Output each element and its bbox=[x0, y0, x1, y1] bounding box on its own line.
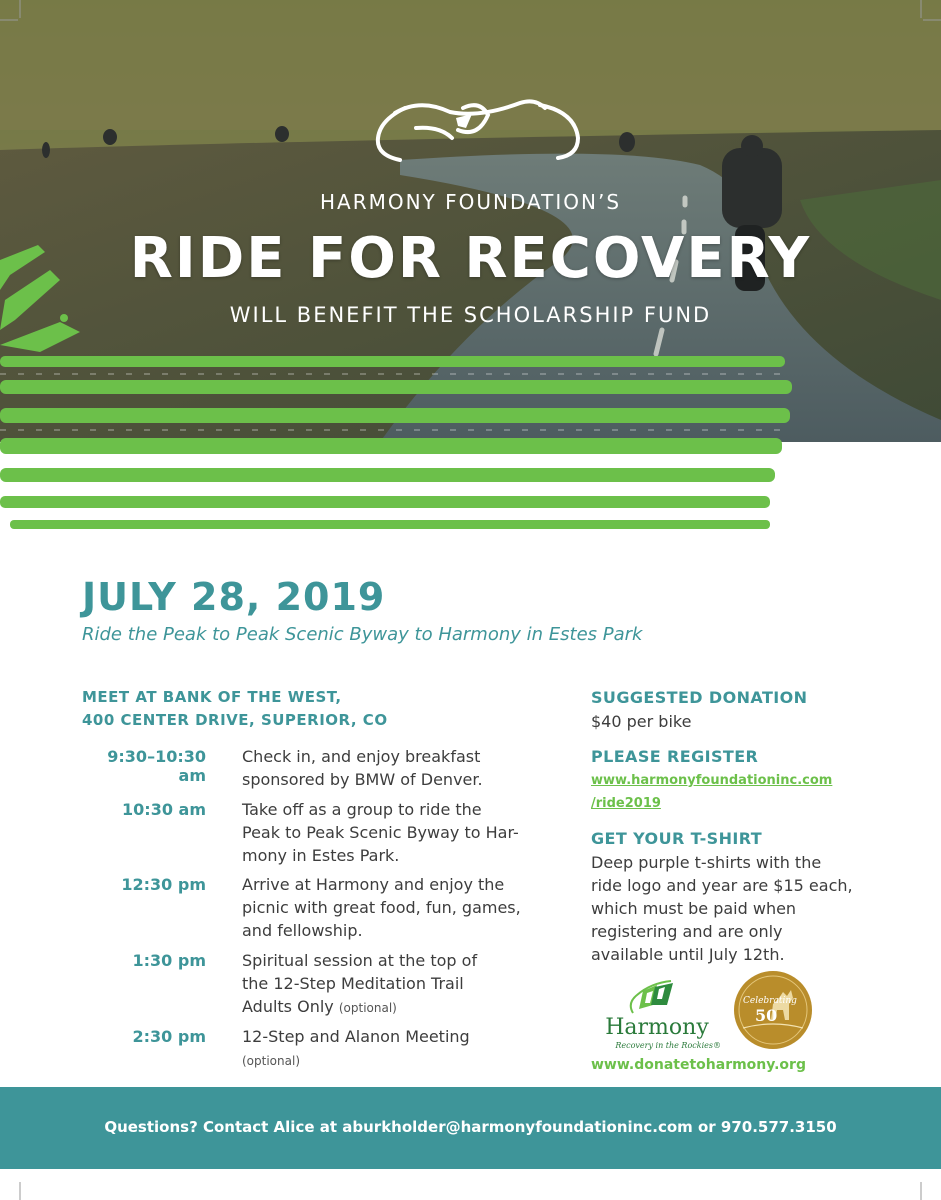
tshirt-text bbox=[591, 851, 871, 966]
meeting-location bbox=[82, 686, 388, 732]
schedule-time: 12:30 pm bbox=[121, 875, 206, 894]
donation-heading: SUGGESTED DONATION bbox=[591, 688, 808, 707]
meeting-line-1: MEET AT BANK OF THE WEST, bbox=[82, 688, 342, 706]
schedule-description bbox=[242, 1025, 542, 1073]
schedule-time: 10:30 am bbox=[122, 800, 206, 819]
schedule-time: 2:30 pm bbox=[132, 1027, 206, 1046]
schedule-line: Peak to Peak Scenic Byway to Har- bbox=[242, 823, 519, 842]
tshirt-heading: GET YOUR T-SHIRT bbox=[591, 829, 763, 848]
badge-script: Celebrating bbox=[743, 996, 797, 1006]
schedule-line: 12-Step and Alanon Meeting bbox=[242, 1027, 470, 1046]
schedule-line: Arrive at Harmony and enjoy the bbox=[242, 875, 505, 894]
footer-bar bbox=[0, 1087, 941, 1169]
event-date: JULY 28, 2019 bbox=[82, 575, 386, 619]
optional-note: (optional) bbox=[242, 1054, 300, 1068]
schedule-line: and fellowship. bbox=[242, 921, 363, 940]
event-tagline: Ride the Peak to Peak Scenic Byway to Harmony in Estes Park bbox=[82, 624, 643, 645]
tshirt-line: available until July 12th. bbox=[591, 945, 785, 964]
hero-kicker: HARMONY FOUNDATION’S bbox=[319, 190, 622, 214]
schedule-line: mony in Estes Park. bbox=[242, 846, 400, 865]
schedule-line: Spiritual session at the top of bbox=[242, 951, 478, 970]
schedule-line bbox=[242, 995, 542, 1020]
schedule-line bbox=[242, 1048, 542, 1073]
schedule-line: picnic with great food, fun, games, bbox=[242, 898, 521, 917]
schedule-line-text: Adults Only bbox=[242, 997, 334, 1016]
schedule-line: the 12-Step Meditation Trail bbox=[242, 974, 464, 993]
tshirt-line: ride logo and year are $15 each, bbox=[591, 876, 853, 895]
schedule-line: Take off as a group to ride the bbox=[242, 800, 482, 819]
tshirt-line: Deep purple t-shirts with the bbox=[591, 853, 822, 872]
harmony-mark-icon bbox=[593, 975, 721, 1015]
schedule-line: Check in, and enjoy breakfast bbox=[242, 747, 481, 766]
register-link-path[interactable]: /ride2019 bbox=[591, 796, 661, 811]
schedule-line: sponsored by BMW of Denver. bbox=[242, 770, 483, 789]
hero-banner bbox=[0, 0, 941, 560]
harmony-logo-tagline: Recovery in the Rockies® bbox=[615, 1041, 721, 1050]
crop-marks bbox=[0, 1169, 941, 1200]
badge-number: 50 bbox=[755, 1006, 778, 1025]
schedule-time: 1:30 pm bbox=[132, 951, 206, 970]
optional-note: (optional) bbox=[338, 1001, 397, 1015]
schedule-description bbox=[242, 798, 542, 867]
schedule-description bbox=[242, 745, 542, 791]
contact-info: Questions? Contact Alice at aburkholder@harmonyfoundationinc.com or 970.577.3150 bbox=[104, 1118, 837, 1136]
anniversary-badge bbox=[733, 970, 813, 1050]
tshirt-line: registering and are only bbox=[591, 922, 783, 941]
register-heading: PLEASE REGISTER bbox=[591, 747, 759, 766]
schedule-description bbox=[242, 873, 542, 942]
schedule-description bbox=[242, 949, 542, 1020]
schedule-time: 9:30–10:30 am bbox=[107, 747, 206, 785]
donation-text: $40 per bike bbox=[591, 712, 692, 731]
hero-subtitle: WILL BENEFIT THE SCHOLARSHIP FUND bbox=[229, 303, 712, 327]
harmony-logo bbox=[593, 975, 721, 1055]
meeting-line-2: 400 CENTER DRIVE, SUPERIOR, CO bbox=[82, 711, 388, 729]
hero-title: RIDE FOR RECOVERY bbox=[129, 226, 812, 291]
donate-link[interactable]: www.donatetoharmony.org bbox=[591, 1057, 806, 1073]
harmony-logo-name: Harmony bbox=[605, 1015, 709, 1040]
tshirt-line: which must be paid when bbox=[591, 899, 797, 918]
register-link[interactable]: www.harmonyfoundationinc.com bbox=[591, 773, 833, 788]
